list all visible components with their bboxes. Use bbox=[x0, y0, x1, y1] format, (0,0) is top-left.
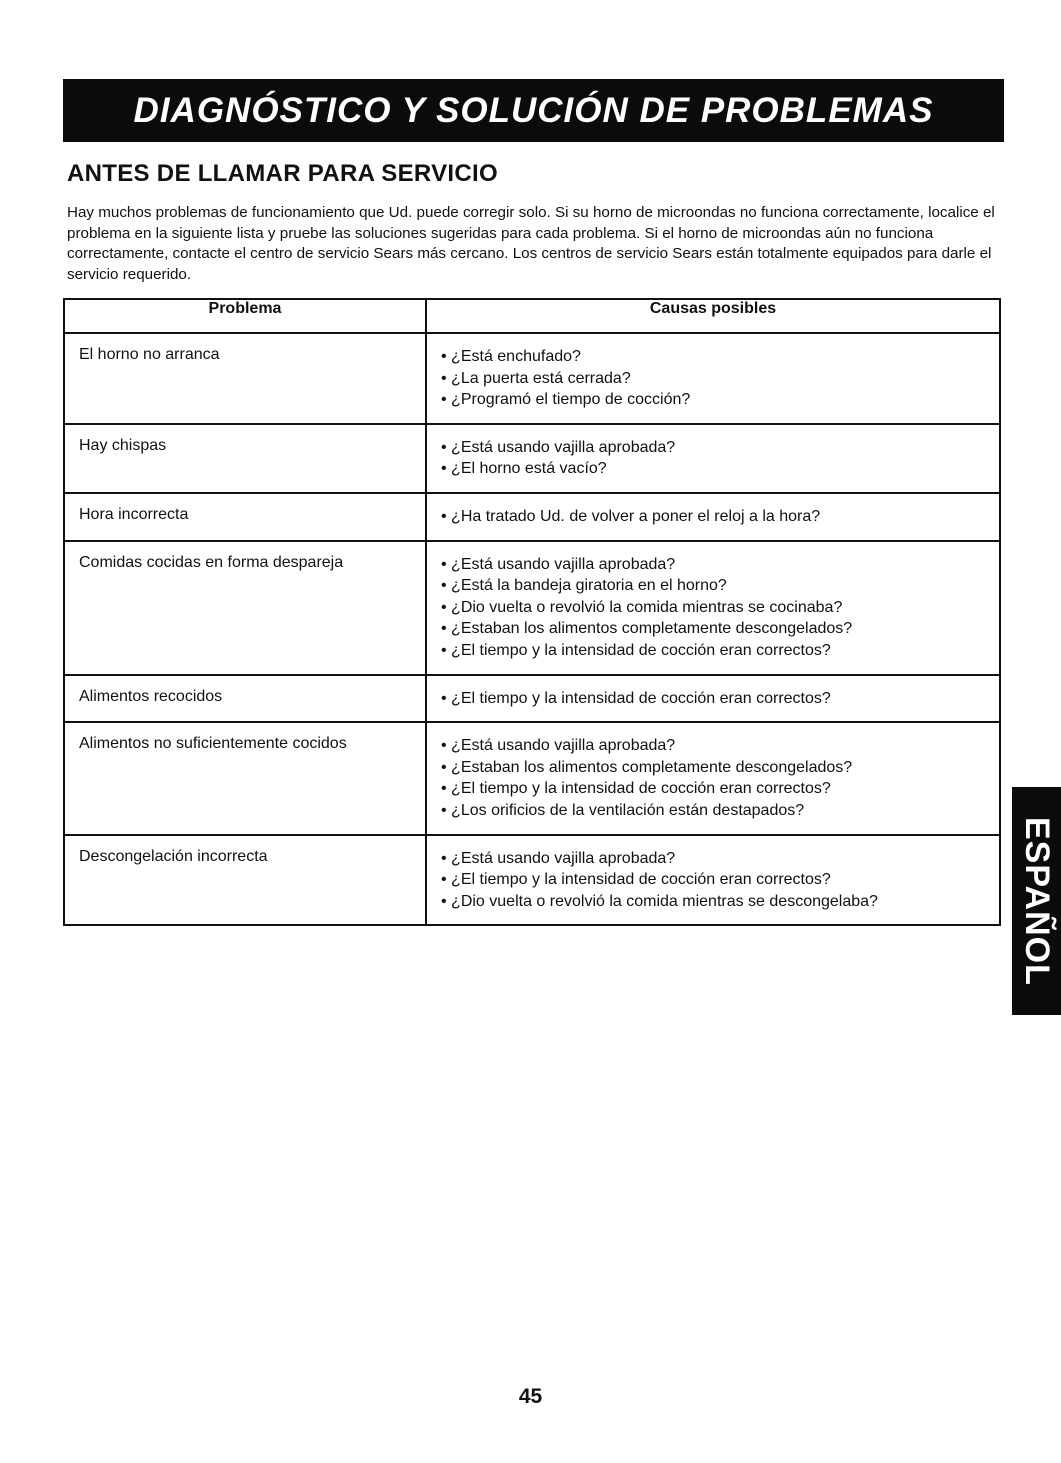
table-row bbox=[64, 333, 1000, 424]
cause-item: • ¿Está la bandeja giratoria en el horno? bbox=[441, 575, 985, 597]
problem-cell: Comidas cocidas en forma despareja bbox=[64, 541, 426, 675]
problem-cell: Alimentos recocidos bbox=[64, 675, 426, 723]
table-row bbox=[64, 493, 1000, 541]
causes-cell bbox=[426, 333, 1000, 424]
cause-item: • ¿Está usando vajilla aprobada? bbox=[441, 848, 985, 870]
cause-item: • ¿El tiempo y la intensidad de cocción eran correctos? bbox=[441, 778, 985, 800]
section-title: ANTES DE LLAMAR PARA SERVICIO bbox=[67, 160, 498, 187]
banner-title-text: DIAGNÓSTICO Y SOLUCIÓN DE PROBLEMAS bbox=[133, 90, 934, 130]
page-number: 45 bbox=[518, 1385, 543, 1408]
causes-list bbox=[441, 554, 985, 662]
cause-item: • ¿Dio vuelta o revolvió la comida mientras se cocinaba? bbox=[441, 597, 985, 619]
cause-item: • ¿El tiempo y la intensidad de cocción eran correctos? bbox=[441, 688, 985, 710]
table-row bbox=[64, 835, 1000, 926]
cause-item: • ¿Estaban los alimentos completamente descongelados? bbox=[441, 757, 985, 779]
problem-cell: Hora incorrecta bbox=[64, 493, 426, 541]
page-banner-title bbox=[63, 79, 1004, 142]
causes-cell bbox=[426, 424, 1000, 493]
cause-item: • ¿El horno está vacío? bbox=[441, 458, 985, 480]
cause-item: • ¿Está enchufado? bbox=[441, 346, 985, 368]
causes-list bbox=[441, 346, 985, 411]
table-row bbox=[64, 541, 1000, 675]
problem-cell: El horno no arranca bbox=[64, 333, 426, 424]
causes-list bbox=[441, 688, 985, 710]
cause-item: • ¿Está usando vajilla aprobada? bbox=[441, 437, 985, 459]
cause-item: • ¿La puerta está cerrada? bbox=[441, 368, 985, 390]
table-header-row bbox=[64, 299, 1000, 333]
causes-cell bbox=[426, 835, 1000, 926]
cause-item: • ¿Dio vuelta o revolvió la comida mientras se descongelaba? bbox=[441, 891, 985, 913]
table-row bbox=[64, 424, 1000, 493]
problem-column-header: Problema bbox=[64, 299, 426, 333]
cause-item: • ¿Programó el tiempo de cocción? bbox=[441, 389, 985, 411]
cause-item: • ¿Está usando vajilla aprobada? bbox=[441, 554, 985, 576]
language-side-tab bbox=[1012, 787, 1061, 1015]
table-row bbox=[64, 722, 1000, 834]
causes-list bbox=[441, 735, 985, 821]
troubleshooting-table bbox=[63, 298, 1001, 926]
cause-item: • ¿Está usando vajilla aprobada? bbox=[441, 735, 985, 757]
intro-paragraph: Hay muchos problemas de funcionamiento que Ud. puede corregir solo. Si su horno de microondas no funciona correctamente, localice el problema en la siguiente lista y pruebe las soluciones sugeridas para cada problema. Si el horno de microondas aún no funciona correctamente, contacte el centro de servicio Sears más cercano. Los centros de servicio Sears están totalmente equipados para darle el servicio requerido. bbox=[67, 204, 995, 283]
cause-item: • ¿El tiempo y la intensidad de cocción eran correctos? bbox=[441, 869, 985, 891]
causes-cell bbox=[426, 493, 1000, 541]
table-body bbox=[64, 333, 1000, 925]
cause-item: • ¿Ha tratado Ud. de volver a poner el reloj a la hora? bbox=[441, 506, 985, 528]
problem-cell: Alimentos no suficientemente cocidos bbox=[64, 722, 426, 834]
causes-cell bbox=[426, 541, 1000, 675]
cause-item: • ¿Estaban los alimentos completamente descongelados? bbox=[441, 618, 985, 640]
causes-column-header: Causas posibles bbox=[426, 299, 1000, 333]
table-header bbox=[64, 299, 1000, 333]
cause-item: • ¿Los orificios de la ventilación están destapados? bbox=[441, 800, 985, 822]
cause-item: • ¿El tiempo y la intensidad de cocción eran correctos? bbox=[441, 640, 985, 662]
causes-list bbox=[441, 437, 985, 480]
causes-list bbox=[441, 506, 985, 528]
causes-list bbox=[441, 848, 985, 913]
problem-cell: Descongelación incorrecta bbox=[64, 835, 426, 926]
language-tab-label: ESPAÑOL bbox=[1018, 816, 1056, 986]
table-row bbox=[64, 675, 1000, 723]
causes-cell bbox=[426, 675, 1000, 723]
causes-cell bbox=[426, 722, 1000, 834]
problem-cell: Hay chispas bbox=[64, 424, 426, 493]
